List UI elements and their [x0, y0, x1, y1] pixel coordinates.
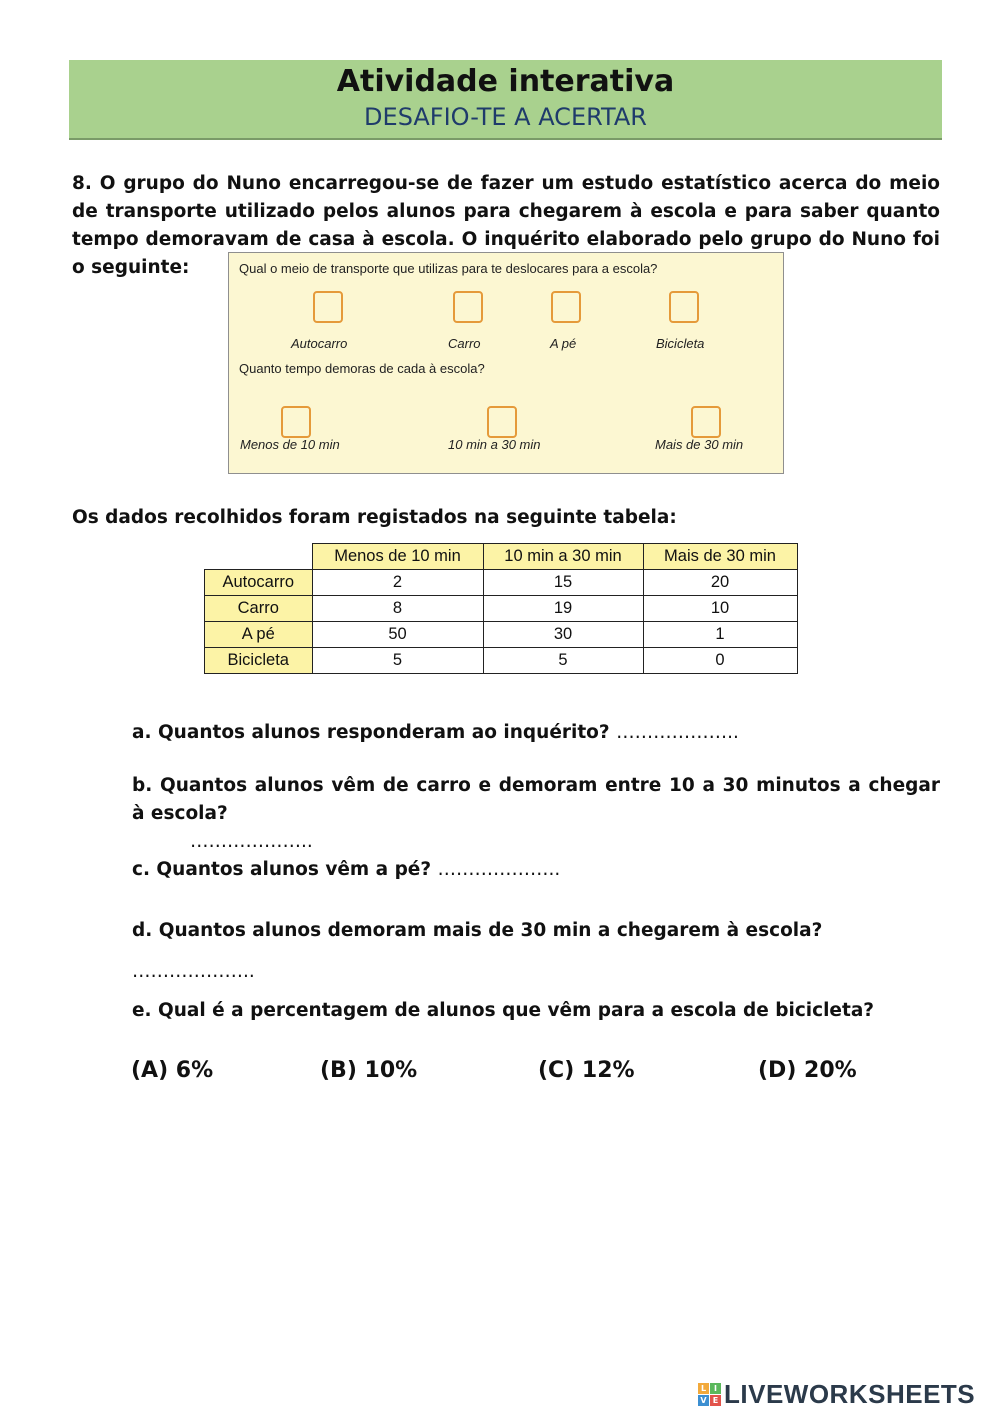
checkbox-carro[interactable]	[453, 291, 483, 323]
data-table	[204, 543, 798, 674]
row-header: A pé	[205, 622, 313, 648]
checkbox-mais-30[interactable]	[691, 406, 721, 438]
row-header: Bicicleta	[205, 648, 313, 674]
table-cell: 5	[312, 648, 483, 674]
row-header: Carro	[205, 596, 313, 622]
option-label: Menos de 10 min	[240, 437, 340, 452]
table-cell: 50	[312, 622, 483, 648]
option-label: Mais de 30 min	[655, 437, 744, 452]
option-label: A pé	[550, 336, 577, 351]
table-cell: 2	[312, 570, 483, 596]
question-b: b. Quantos alunos vêm de carro e demoram entre 10 a 30 minutos a chegar à escola?	[132, 775, 940, 824]
choice-c[interactable]: (C) 12%	[538, 1058, 635, 1083]
question-e: e. Qual é a percentagem de alunos que vêm para a escola de bicicleta?	[132, 1000, 875, 1021]
checkbox-10-30[interactable]	[487, 406, 517, 438]
option-label: Carro	[448, 336, 481, 351]
question-a	[132, 719, 739, 747]
question-c	[132, 856, 560, 884]
logo-mark-icon: L I V E	[698, 1383, 721, 1406]
table-cell: 5	[483, 648, 643, 674]
checkbox-menos-10[interactable]	[281, 406, 311, 438]
choice-d[interactable]: (D) 20%	[758, 1058, 857, 1083]
table-cell: 0	[643, 648, 797, 674]
page-title: Atividade interativa	[336, 64, 675, 99]
answer-field-a[interactable]: ………………..	[616, 722, 739, 743]
option-label: 10 min a 30 min	[448, 437, 541, 452]
header-banner	[69, 60, 942, 140]
option-label: Autocarro	[291, 336, 348, 351]
checkbox-autocarro[interactable]	[313, 291, 343, 323]
answer-field-d[interactable]: ………………..	[132, 961, 255, 982]
table-row	[205, 648, 798, 674]
checkbox-a-pe[interactable]	[551, 291, 581, 323]
survey-question-time: Quanto tempo demoras de cada à escola?	[239, 361, 485, 376]
table-cell: 10	[643, 596, 797, 622]
survey-question-transport: Qual o meio de transporte que utilizas para te deslocares para a escola?	[239, 261, 658, 276]
table-row	[205, 596, 798, 622]
table-row	[205, 570, 798, 596]
question-d: d. Quantos alunos demoram mais de 30 min a chegarem à escola?	[132, 920, 823, 941]
table-cell: 8	[312, 596, 483, 622]
choice-a[interactable]: (A) 6%	[131, 1058, 214, 1083]
table-cell: 15	[483, 570, 643, 596]
table-cell: 30	[483, 622, 643, 648]
choice-b[interactable]: (B) 10%	[320, 1058, 418, 1083]
table-cell: 1	[643, 622, 797, 648]
option-label: Bicicleta	[656, 336, 705, 351]
table-cell: 19	[483, 596, 643, 622]
question-a-text: a. Quantos alunos responderam ao inquérito?	[132, 722, 610, 743]
table-intro: Os dados recolhidos foram registados na seguinte tabela:	[72, 507, 677, 528]
liveworksheets-logo	[698, 1376, 975, 1412]
answer-field-b[interactable]: ………………..	[190, 831, 313, 852]
column-header: 10 min a 30 min	[483, 544, 643, 570]
row-header: Autocarro	[205, 570, 313, 596]
column-header: Mais de 30 min	[643, 544, 797, 570]
checkbox-bicicleta[interactable]	[669, 291, 699, 323]
table-row	[205, 622, 798, 648]
answer-field-c[interactable]: ………………..	[437, 859, 561, 880]
problem-statement: 8. O grupo do Nuno encarregou-se de fazer um estudo estatístico acerca do meio de transporte utilizado pelos alunos para chegarem à escola e para saber quanto tempo demoravam de casa à escola. O inquérito elaborado pelo grupo do Nuno foi o seguinte:	[72, 173, 940, 278]
survey-box	[228, 252, 784, 474]
column-header: Menos de 10 min	[312, 544, 483, 570]
logo-text: LIVEWORKSHEETS	[724, 1378, 976, 1409]
question-c-text: c. Quantos alunos vêm a pé?	[132, 859, 432, 880]
page-subtitle: DESAFIO-TE A ACERTAR	[364, 103, 647, 131]
table-cell: 20	[643, 570, 797, 596]
